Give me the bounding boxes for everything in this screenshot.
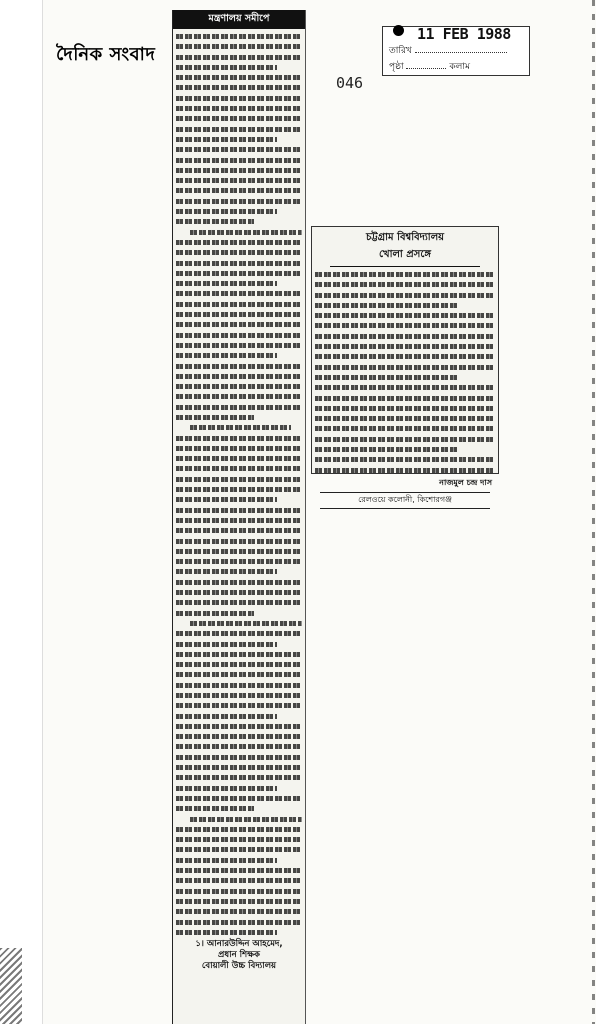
text-line — [176, 772, 302, 782]
text-line — [176, 319, 302, 329]
text-line — [176, 309, 302, 319]
text-line — [315, 423, 495, 433]
text-line — [315, 331, 495, 341]
text-line — [176, 206, 277, 216]
text-line — [176, 741, 302, 751]
text-line — [176, 515, 302, 525]
text-line — [176, 639, 277, 649]
text-line — [176, 608, 254, 618]
text-line — [315, 393, 495, 403]
text-line — [176, 144, 302, 154]
text-line — [315, 434, 495, 444]
text-line — [176, 865, 302, 875]
article-1-signature — [173, 939, 305, 972]
stamp-date-label: তারিখ — [389, 46, 412, 56]
text-line — [176, 834, 302, 844]
text-line — [176, 463, 302, 473]
newspaper-masthead: দৈনিক সংবাদ — [56, 44, 156, 65]
text-line — [176, 31, 302, 41]
text-line — [176, 134, 277, 144]
text-line — [315, 465, 495, 475]
text-line — [176, 711, 277, 721]
text-line — [315, 310, 495, 320]
text-line — [176, 381, 302, 391]
newspaper-clipping-page — [42, 0, 596, 1024]
text-line — [315, 269, 495, 279]
text-line — [315, 279, 495, 289]
text-line — [176, 258, 302, 268]
article-column-1 — [172, 10, 306, 1024]
text-line — [315, 362, 495, 372]
text-line — [176, 453, 302, 463]
text-line — [176, 288, 302, 298]
signature-line: ১। আনারউদ্দিন আহমেদ, — [195, 939, 283, 950]
text-line — [176, 587, 302, 597]
text-line — [176, 844, 302, 854]
text-line — [176, 402, 302, 412]
text-line — [176, 155, 302, 165]
article-2-address: রেলওয়ে কলোনী, কিশোরগঞ্জ — [320, 492, 490, 509]
text-line — [176, 62, 277, 72]
text-line — [176, 175, 302, 185]
text-line — [315, 382, 495, 392]
text-line — [315, 444, 459, 454]
text-line — [176, 566, 277, 576]
text-line — [176, 505, 302, 515]
text-line — [176, 93, 302, 103]
text-line — [315, 351, 495, 361]
text-line — [176, 340, 302, 350]
scan-edge — [592, 0, 595, 1024]
text-line — [176, 361, 302, 371]
text-line — [176, 906, 302, 916]
text-line — [176, 690, 302, 700]
text-line — [176, 216, 254, 226]
article-2-signature: নাজমুল চন্দ্র দাস — [439, 477, 492, 487]
text-line — [190, 618, 302, 628]
text-line — [176, 196, 302, 206]
text-line — [315, 454, 495, 464]
text-line — [176, 783, 277, 793]
article-2-headline: চট্টগ্রাম বিশ্ববিদ্যালয় — [365, 232, 445, 243]
stamp-date: 11 FEB 1988 — [417, 25, 511, 43]
stamp-date-row — [389, 43, 507, 58]
text-line — [190, 814, 302, 824]
punch-hole-icon — [393, 25, 404, 36]
text-line — [176, 875, 302, 885]
text-line — [176, 113, 302, 123]
text-line — [315, 403, 495, 413]
text-line — [176, 247, 302, 257]
text-line — [176, 731, 302, 741]
text-line — [176, 700, 302, 710]
article-column-2 — [311, 226, 499, 504]
stamp-page-row — [389, 59, 470, 74]
text-line — [176, 443, 302, 453]
text-line — [176, 556, 302, 566]
text-line — [176, 896, 302, 906]
text-line — [176, 350, 277, 360]
text-line — [176, 855, 277, 865]
signature-line: প্রধান শিক্ষক — [218, 950, 260, 961]
text-line — [176, 82, 302, 92]
page-number: 046 — [336, 74, 364, 92]
text-line — [176, 824, 302, 834]
text-line — [176, 649, 302, 659]
text-line — [176, 268, 302, 278]
text-line — [315, 300, 459, 310]
text-line — [176, 330, 302, 340]
text-line — [176, 597, 302, 607]
text-line — [315, 372, 459, 382]
text-line — [176, 484, 302, 494]
text-line — [176, 72, 302, 82]
text-line — [176, 412, 254, 422]
text-line — [176, 433, 302, 443]
text-line — [176, 124, 302, 134]
date-stamp — [382, 26, 530, 76]
text-line — [176, 391, 302, 401]
article-1-body — [173, 31, 305, 937]
text-line — [176, 185, 302, 195]
scan-artifact — [0, 948, 22, 1024]
text-line — [176, 525, 302, 535]
text-line — [176, 669, 302, 679]
text-line — [176, 917, 302, 927]
text-line — [176, 52, 302, 62]
text-line — [176, 752, 302, 762]
text-line — [176, 103, 302, 113]
text-line — [176, 577, 302, 587]
text-line — [176, 546, 302, 556]
article-2-body — [312, 269, 498, 475]
article-1-headline: মন্ত্রণালয় সমীপে — [173, 10, 305, 29]
article-2-subhead: খোলা প্রসঙ্গে — [330, 247, 480, 267]
text-line — [315, 341, 495, 351]
text-line — [176, 299, 302, 309]
text-line — [176, 680, 302, 690]
text-line — [190, 422, 291, 432]
text-line — [176, 721, 302, 731]
text-line — [190, 227, 302, 237]
text-line — [315, 320, 495, 330]
text-line — [176, 628, 302, 638]
text-line — [315, 413, 495, 423]
stamp-page-label: পৃষ্ঠা — [389, 62, 404, 72]
text-line — [176, 927, 277, 937]
text-line — [176, 886, 302, 896]
text-line — [176, 237, 302, 247]
text-line — [176, 793, 302, 803]
text-line — [176, 494, 277, 504]
text-line — [176, 803, 254, 813]
text-line — [315, 290, 495, 300]
text-line — [176, 371, 302, 381]
text-line — [176, 762, 302, 772]
stamp-column-label: কলাম — [449, 62, 470, 72]
text-line — [176, 165, 302, 175]
text-line — [176, 278, 277, 288]
text-line — [176, 41, 302, 51]
text-line — [176, 659, 302, 669]
text-line — [176, 536, 302, 546]
signature-line: বোয়ালী উচ্চ বিদ্যালয় — [201, 961, 277, 972]
text-line — [176, 474, 302, 484]
